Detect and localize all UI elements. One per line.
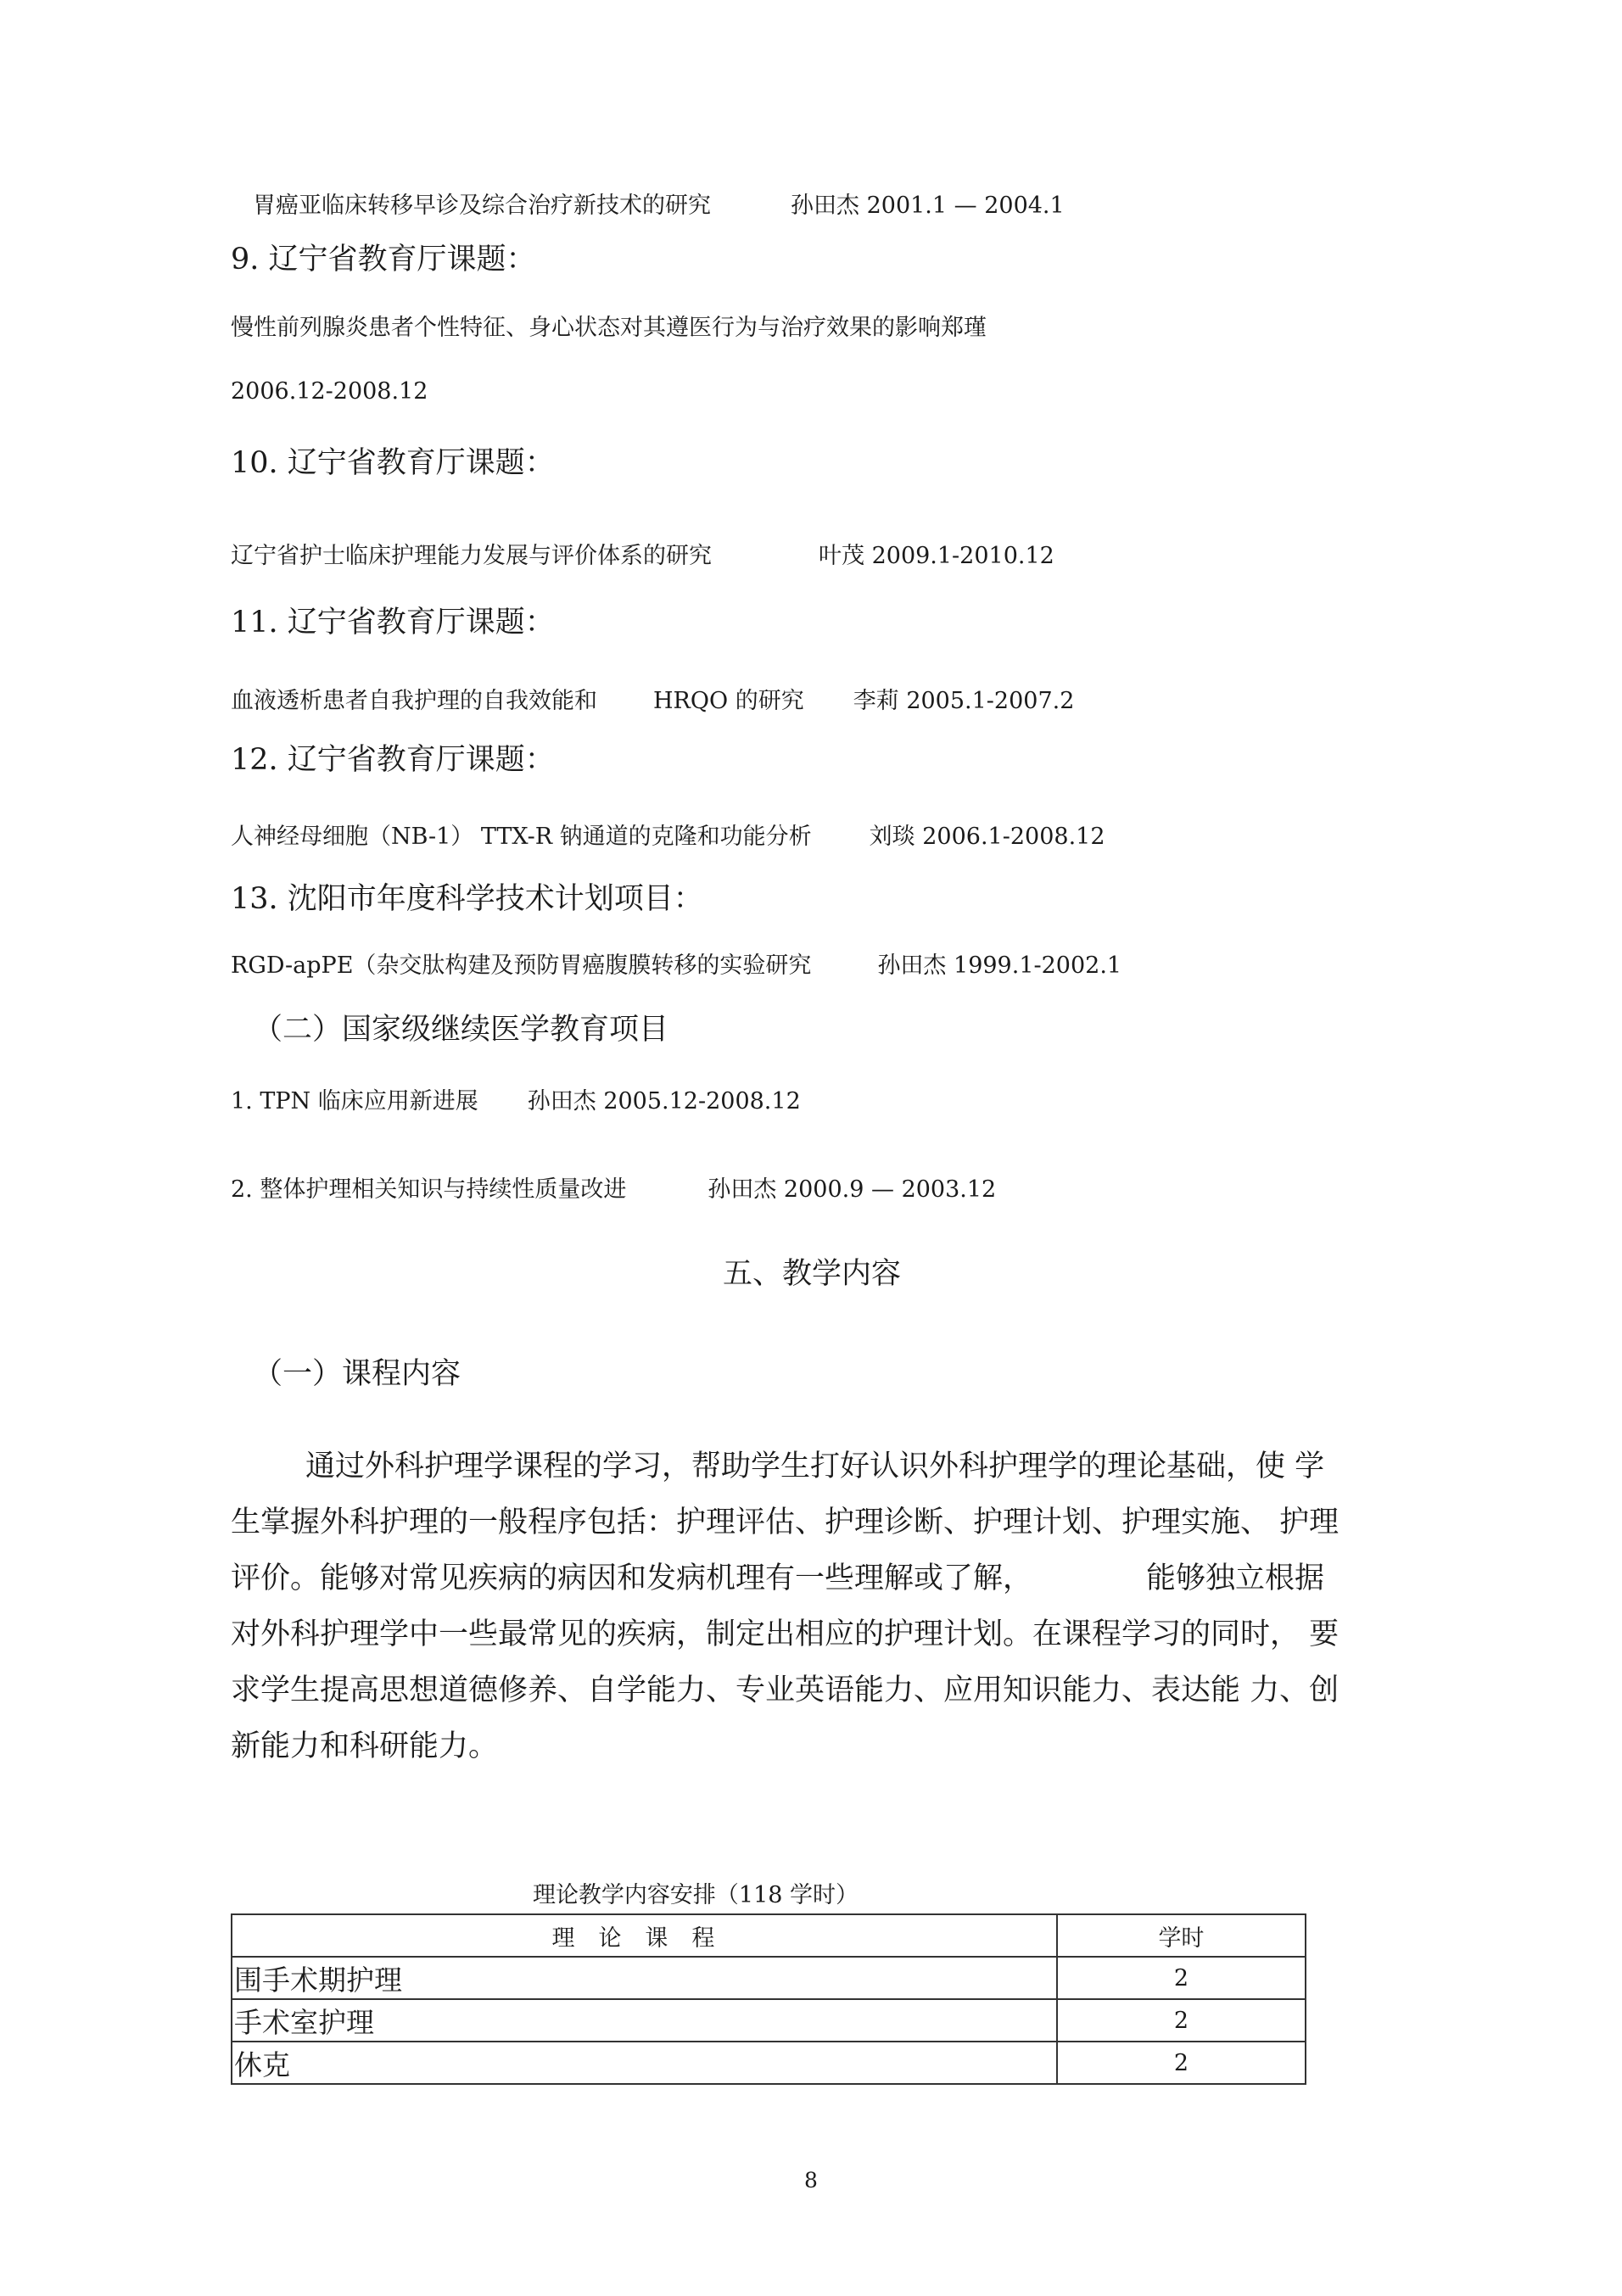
theory-teaching-table (231, 1913, 1306, 2085)
project-name: 1. TPN 临床应用新进展 (231, 1088, 478, 1114)
project-heading: 13. 沈阳市年度科学技术计划项目： (231, 882, 703, 916)
table-header-course: 理论课程 (232, 1914, 1057, 1957)
project-meta: 孙田杰 2005.12-2008.12 (527, 1088, 801, 1114)
project-meta: 李莉 2005.1-2007.2 (853, 688, 1075, 714)
project-name: 血液透析患者自我护理的自我效能和 (231, 688, 597, 714)
table-row (232, 1999, 1306, 2042)
project-meta: 孙田杰 2000.9 — 2003.12 (708, 1176, 997, 1203)
paragraph-line: 通过外科护理学课程的学习，帮助学生打好认识外科护理学的理论基础，使 学 (305, 1450, 1325, 1483)
table-cell-course: 休克 (232, 2042, 1057, 2084)
project-meta: 刘琰 2006.1-2008.12 (869, 824, 1105, 850)
paragraph-line (231, 1550, 1384, 1606)
subsection-heading: （二）国家级继续医学教育项目 (253, 1013, 669, 1047)
project-title-line (231, 682, 1074, 715)
table-cell-hours: 2 (1057, 2042, 1306, 2084)
paragraph-line: 新能力和科研能力。 (231, 1729, 499, 1763)
table-cell-hours: 2 (1057, 1999, 1306, 2042)
paragraph-line: 生掌握外科护理的一般程序包括：护理评估、护理诊断、护理计划、护理实施、 护理 (231, 1506, 1340, 1539)
project-heading: 11. 辽宁省教育厅课题： (231, 606, 555, 640)
project-name: 胃癌亚临床转移早诊及综合治疗新技术的研究 (253, 193, 711, 219)
project-name: 人神经母细胞（NB-1） TTX-R 钠通道的克隆和功能分析 (231, 824, 812, 850)
project-meta: 孙田杰 2001.1 — 2004.1 (791, 193, 1065, 219)
paragraph-segment: 评价。能够对常见疾病的病因和发病机理有一些理解或了解， (231, 1561, 1033, 1595)
project-heading: 10. 辽宁省教育厅课题： (231, 446, 555, 480)
project-meta: 孙田杰 1999.1-2002.1 (877, 952, 1122, 979)
subsection-title: （一）课程内容 (253, 1357, 461, 1391)
project-meta: 2006.12-2008.12 (231, 378, 428, 405)
table-header-hours: 学时 (1057, 1914, 1306, 1957)
table-caption: 理论教学内容安排（118 学时） (532, 1882, 859, 1908)
page-number: 8 (804, 2168, 818, 2193)
project-meta: 叶茂 2009.1-2010.12 (819, 543, 1054, 569)
project-title-line (231, 947, 1121, 980)
project-title-line (231, 537, 1054, 570)
table-cell-course: 手术室护理 (232, 1999, 1057, 2042)
project-title-line (231, 1170, 996, 1204)
project-name: 2. 整体护理相关知识与持续性质量改进 (231, 1176, 627, 1203)
project-name: 慢性前列腺炎患者个性特征、身心状态对其遵医行为与治疗效果的影响郑瑾 (231, 315, 987, 341)
project-heading: 12. 辽宁省教育厅课题： (231, 743, 555, 777)
project-title-line (231, 818, 1105, 851)
project-title-line (253, 187, 1065, 220)
project-name: RGD-apPE（杂交肽构建及预防胃癌腹膜转移的实验研究 (231, 952, 812, 979)
project-name-suffix: HRQO 的研究 (653, 688, 804, 714)
course-content-paragraph (231, 1438, 1384, 1774)
table-cell-course: 围手术期护理 (232, 1957, 1057, 1999)
project-name: 辽宁省护士临床护理能力发展与评价体系的研究 (231, 543, 712, 569)
project-title-line (231, 1082, 801, 1115)
project-heading: 9. 辽宁省教育厅课题： (231, 243, 536, 277)
table-header-row (232, 1914, 1306, 1957)
table-row (232, 2042, 1306, 2084)
paragraph-segment: 能够独立根据 (1146, 1561, 1325, 1595)
section-title: 五、教学内容 (723, 1257, 902, 1291)
paragraph-line: 求学生提高思想道德修养、自学能力、专业英语能力、应用知识能力、表达能 力、创 (231, 1673, 1340, 1707)
table-row (232, 1957, 1306, 1999)
table-cell-hours: 2 (1057, 1957, 1306, 1999)
paragraph-line: 对外科护理学中一些最常见的疾病，制定出相应的护理计划。在课程学习的同时， 要 (231, 1617, 1340, 1651)
